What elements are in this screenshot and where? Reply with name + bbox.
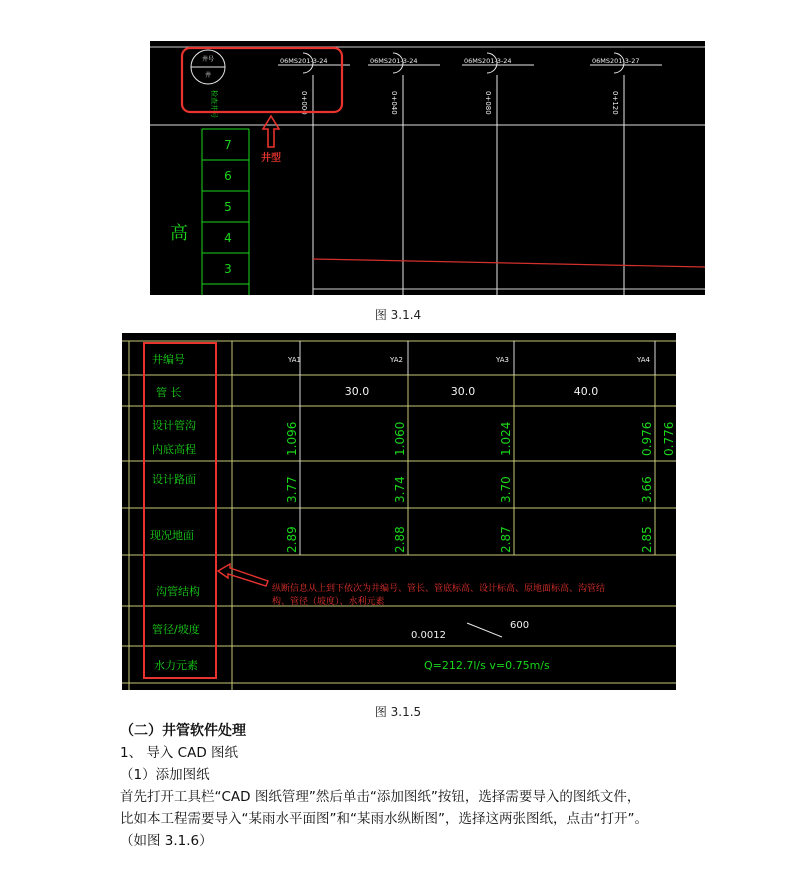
elevation-scale-table — [202, 129, 249, 295]
profile-ground-line — [313, 259, 705, 267]
arrow-left-icon — [218, 564, 268, 586]
diameter-value: 600 — [510, 620, 530, 631]
scale-label-6: 6 — [224, 169, 232, 183]
well-chainage-1: 0+000 — [300, 91, 308, 115]
annotation-line-2: 构、管径（坡度）、水利元素 — [272, 597, 385, 607]
header-vertical-label: 检查井号 — [210, 90, 218, 118]
scale-label-7: 7 — [224, 138, 232, 152]
design-road-2: 3.74 — [393, 476, 407, 503]
well-id-1: YA1 — [288, 356, 301, 364]
paragraph-line-3: （如图 3.1.6） — [120, 833, 213, 849]
well-chainage-3: 0+080 — [484, 91, 492, 115]
header-circle-bottom-text: 井 — [204, 72, 212, 79]
scale-label-3: 3 — [224, 262, 232, 276]
invert-elevation-4: 0.976 — [640, 421, 654, 456]
invert-elevation-5: 0.776 — [662, 421, 676, 456]
pipe-length-1: 30.0 — [344, 385, 370, 398]
design-road-1: 3.77 — [285, 476, 299, 503]
row-label-well-id: 井编号 — [152, 353, 185, 366]
row-label-design-road: 设计路面 — [152, 473, 196, 486]
well-code-1: 06MS201-3-24 — [280, 57, 328, 65]
section-heading: （二）井管软件处理 — [120, 723, 246, 739]
row-label-invert-elevation: 内底高程 — [152, 443, 196, 456]
scale-label-4: 4 — [224, 231, 232, 245]
slope-value: 0.0012 — [411, 630, 446, 641]
slope-line — [467, 623, 502, 637]
figure-3-1-4 — [150, 41, 705, 295]
invert-elevation-3: 1.024 — [499, 421, 513, 456]
cad-profile-info-table — [122, 333, 676, 690]
figure-3-1-5-caption: 图 3.1.5 — [374, 705, 422, 719]
invert-elevation-1: 1.096 — [285, 421, 299, 456]
row-label-existing-ground: 现况地面 — [150, 529, 194, 542]
figure-3-1-4-caption: 图 3.1.4 — [374, 308, 422, 322]
well-marker-3 — [462, 53, 534, 295]
existing-ground-2: 2.88 — [393, 526, 407, 553]
well-code-3: 06MS201-3-24 — [464, 57, 512, 65]
cad-well-profile-drawing — [150, 41, 705, 295]
step-1-heading: 1、 导入 CAD 图纸 — [120, 745, 239, 761]
annotation-line-1: 纵断信息从上到下依次为井编号、管长、管底标高、设计标高、原地面标高、沟管结 — [272, 584, 606, 594]
scale-label-5: 5 — [224, 200, 232, 214]
existing-ground-1: 2.89 — [285, 526, 299, 553]
row-label-pipe-structure: 沟管结构 — [156, 585, 200, 598]
existing-ground-4: 2.85 — [640, 526, 654, 553]
well-id-2: YA2 — [390, 356, 403, 364]
row-label-hydraulics: 水力元素 — [154, 659, 198, 672]
design-road-4: 3.66 — [640, 476, 654, 503]
well-id-4: YA4 — [637, 356, 650, 364]
well-marker-2 — [368, 53, 440, 295]
well-chainage-4: 0+120 — [611, 91, 619, 115]
well-marker-4 — [590, 53, 662, 295]
row-label-pipe-length: 管 长 — [156, 386, 182, 399]
row-label-design-trench: 设计管沟 — [152, 419, 196, 432]
paragraph-line-1: 首先打开工具栏“CAD 图纸管理”然后单击“添加图纸”按钮，选择需要导入的图纸文件， — [120, 789, 641, 805]
well-type-annotation: 井型 — [261, 153, 281, 164]
pipe-length-3: 40.0 — [573, 385, 599, 398]
design-road-3: 3.70 — [499, 476, 513, 503]
elevation-axis-label: 高 — [170, 223, 188, 244]
invert-elevation-2: 1.060 — [393, 421, 407, 456]
well-chainage-2: 0+040 — [390, 91, 398, 115]
paragraph-line-2: 比如本工程需要导入“某雨水平面图”和“某雨水纵断图”，选择这两张图纸，点击“打开”。 — [120, 811, 648, 827]
step-1-1-heading: （1）添加图纸 — [120, 767, 210, 783]
well-id-3: YA3 — [496, 356, 509, 364]
hydraulics-value: Q=212.7l/s v=0.75m/s — [424, 659, 550, 672]
figure-3-1-5 — [122, 333, 676, 690]
well-code-2: 06MS201-3-24 — [370, 57, 418, 65]
existing-ground-3: 2.87 — [499, 526, 513, 553]
pipe-length-2: 30.0 — [450, 385, 476, 398]
arrow-up-icon — [263, 116, 279, 147]
header-circle-top-text: 井号 — [201, 56, 215, 63]
row-label-diameter-slope: 管径/坡度 — [152, 623, 200, 636]
well-code-4: 06MS201-3-27 — [592, 57, 640, 65]
